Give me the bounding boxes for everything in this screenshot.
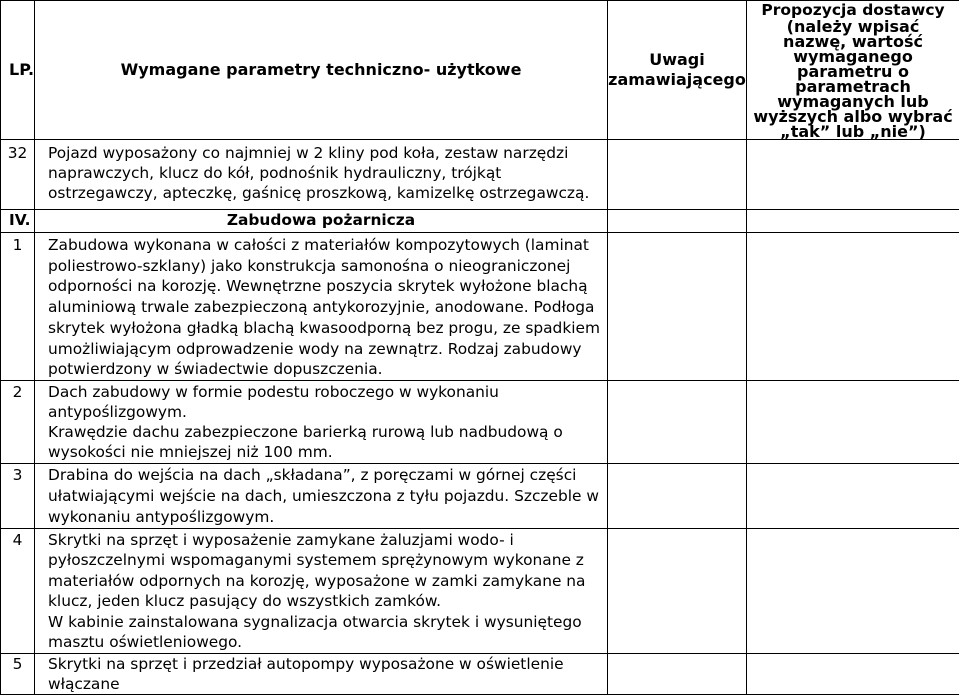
row-number: 4 [1, 528, 35, 653]
header-offer [747, 1, 959, 140]
notes-cell [608, 140, 747, 210]
row-text-extra: Krawędzie dachu zabezpieczone barierką rurową lub nadbudową o wysokości nie mniejszej niż 100 mm. [48, 422, 603, 462]
section-number: IV. [1, 210, 35, 233]
header-offer-title: Propozycja dostawcy [747, 1, 959, 19]
row-text-extra: W kabinie zainstalowana sygnalizacja otwarcia skrytek i wysuniętego masztu oświetleniowego. [48, 612, 603, 653]
section-title: Zabudowa pożarnicza [35, 210, 608, 233]
row-text: Drabina do wejścia na dach „składana”, z poręczami w górnej części ułatwiającymi wejście na dach, umieszczona z tyłu pojazdu. Szczeble w wykonaniu antypoślizgowym. [35, 463, 608, 528]
offer-cell [747, 528, 959, 653]
notes-cell [608, 463, 747, 528]
table-row [1, 528, 959, 653]
row-text: Dach zabudowy w formie podestu roboczego w wykonaniu antypoślizgowym. [48, 382, 603, 422]
header-offer-note: (należy wpisać nazwę, wartość wymaganego parametru o parametrach wymaganych lub wyższych albo wybrać „tak” lub „nie”) [747, 19, 959, 139]
offer-cell [747, 140, 959, 210]
table-header-row [1, 1, 959, 140]
row-number: 2 [1, 380, 35, 463]
table-row [1, 653, 959, 694]
section-row [1, 210, 959, 233]
table-row [1, 380, 959, 463]
table-row [1, 233, 959, 381]
notes-cell [608, 380, 747, 463]
offer-cell [747, 380, 959, 463]
offer-cell [747, 233, 959, 381]
row-text: Skrytki na sprzęt i wyposażenie zamykane żaluzjami wodo- i pyłoszczelnymi wspomaganymi systemem sprężynowym wykonane z materiałów odpornych na korozję, wyposażone w zamki zamykane na klucz, jeden klucz pasujący do wszystkich zamków. [48, 530, 603, 612]
row-text: Pojazd wyposażony co najmniej w 2 kliny pod koła, zestaw narzędzi naprawczych, klucz do kół, podnośnik hydrauliczny, trójkąt ostrzegawczy, apteczkę, gaśnicę proszkową, kamizelkę ostrzegawczą. [35, 140, 608, 210]
notes-cell [608, 528, 747, 653]
row-number: 32 [1, 140, 35, 210]
offer-cell [747, 463, 959, 528]
row-number: 1 [1, 233, 35, 381]
notes-cell [608, 653, 747, 694]
offer-cell [747, 210, 959, 233]
row-number: 3 [1, 463, 35, 528]
table-row [1, 140, 959, 210]
notes-cell [608, 233, 747, 381]
offer-cell [747, 653, 959, 694]
row-number: 5 [1, 653, 35, 694]
row-text: Zabudowa wykonana w całości z materiałów kompozytowych (laminat poliestrowo-szklany) jako konstrukcja samonośna o nieograniczonej odporności na korozję. Wewnętrzne poszycia skrytek wyłożone blachą aluminiową trwale zabezpieczoną antykorozyjnie, anodowane. Podłoga skrytek wyłożona gładką blachą kwasoodporną bez progu, ze spadkiem umożliwiającym odprowadzenie wody na zewnątrz. Rodzaj zabudowy potwierdzony w świadectwie dopuszczenia. [35, 233, 608, 381]
header-lp: LP. [1, 1, 35, 140]
row-text: Skrytki na sprzęt i przedział autopompy wyposażone w oświetlenie włączane [35, 653, 608, 694]
table-row [1, 463, 959, 528]
header-requirements: Wymagane parametry techniczno- użytkowe [35, 1, 608, 140]
header-notes: Uwagi zamawiającego [608, 1, 747, 140]
notes-cell [608, 210, 747, 233]
